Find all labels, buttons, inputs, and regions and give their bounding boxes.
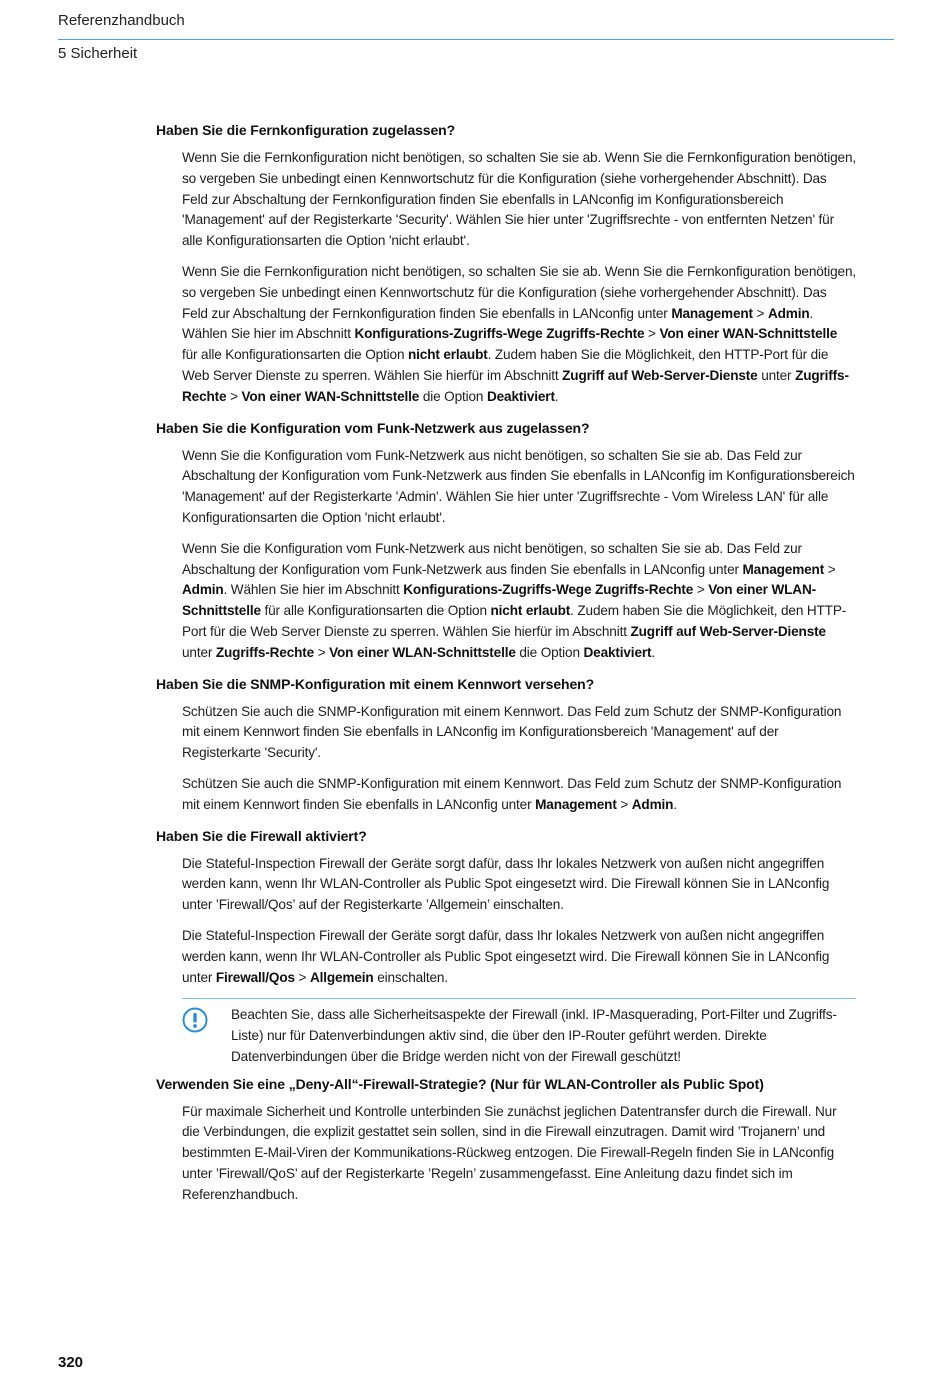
bold-term: Von einer WLAN-Schnittstelle xyxy=(182,582,816,619)
text-run: unter xyxy=(757,367,796,383)
text-run: Schützen Sie auch die SNMP-Konfiguration mit einem Kennwort. Das Feld zum Schutz der SNMP-Konfiguration mit einem Kennwort finden Sie ebenfalls in LANconfig unter xyxy=(182,775,842,812)
body-paragraph xyxy=(182,1102,856,1206)
bold-term: Firewall/Qos xyxy=(215,969,295,985)
text-run: Wenn Sie die Konfiguration vom Funk-Netzwerk aus nicht benötigen, so schalten Sie sie ab. Das Feld zur Abschaltung der Konfiguration vom Funk-Netzwerk aus finden Sie ebenfalls in LANconfig im Konfigurationsbereich 'Management' auf der Registerkarte 'Admin'. Wählen Sie hier unter 'Zugriffsrechte - Vom Wireless LAN' für alle Konfigurationsarten die Option 'nicht erlaubt'. xyxy=(182,447,855,525)
text-run: für alle Konfigurationsarten die Option xyxy=(182,347,408,363)
body-paragraph xyxy=(182,854,856,916)
note-divider xyxy=(182,998,856,999)
body-paragraph xyxy=(182,702,856,764)
section-1 xyxy=(156,418,856,664)
text-run: . xyxy=(651,644,656,660)
text-run: für alle Konfigurationsarten die Option xyxy=(260,603,491,619)
body-paragraph xyxy=(182,262,856,408)
text-run: Wenn Sie die Fernkonfiguration nicht benötigen, so schalten Sie sie ab. Wenn Sie die Fernkonfiguration benötigen, so vergeben Sie unbedingt einen Kennwortschutz für die Konfiguration (siehe vorhergehender Abschnitt). Das Feld zur Abschaltung der Fernkonfiguration finden Sie ebenfalls in LANconfig im Konfigurationsbereich 'Management' auf der Registerkarte 'Security'. Wählen Sie hier unter 'Zugriffsrechte - von entfernten Netzen' für alle Konfigurationsarten die Option 'nicht erlaubt'. xyxy=(182,150,857,249)
bold-term: Von einer WAN-Schnittstelle xyxy=(241,388,420,404)
bold-term: Allgemein xyxy=(309,969,374,985)
text-run: einschalten. xyxy=(373,969,448,985)
text-run: > xyxy=(226,388,242,404)
exclamation-circle-icon xyxy=(182,1007,208,1033)
bold-term: Zugriff auf Web-Server-Dienste xyxy=(562,367,758,383)
running-header-section: 5 Sicherheit xyxy=(58,45,138,62)
text-run: > xyxy=(314,644,330,660)
page-number: 320 xyxy=(58,1354,84,1371)
text-run: Für maximale Sicherheit und Kontrolle unterbinden Sie zunächst jeglichen Datentransfer durch die Firewall. Nur die Verbindungen, die explizit gestattet sein sollen, sind in die Firewall einzutragen. Damit wird ’Trojanern’ und bestimmten E-Mail-Viren der Kommunikations-Rückweg entzogen. Die Firewall-Regeln finden Sie in LANconfig unter ’Firewall/QoS’ auf der Registerkarte ’Regeln’ zusammengefasst. Eine Anleitung dazu findet sich im Referenzhandbuch. xyxy=(182,1103,837,1202)
bold-term: Konfigurations-Zugriffs-Wege Zugriffs-Rechte xyxy=(403,582,694,598)
bold-term: Zugriffs-Rechte xyxy=(182,367,849,404)
text-run: die Option xyxy=(515,644,584,660)
bold-term: nicht erlaubt xyxy=(490,603,571,619)
section-heading: Haben Sie die SNMP-Konfiguration mit einem Kennwort versehen? xyxy=(156,675,595,692)
bold-term: Admin xyxy=(767,305,810,321)
body-paragraph xyxy=(182,774,856,816)
bold-term: Admin xyxy=(631,796,674,812)
text-run: > xyxy=(616,796,632,812)
text-run: . Zudem haben Sie die Möglichkeit, den HTTP-Port für die Web Server Dienste zu sperren. Wählen Sie hierfür im Abschnitt xyxy=(182,347,829,383)
text-run: > xyxy=(824,561,836,577)
header-divider xyxy=(58,39,894,40)
text-run: die Option xyxy=(419,388,487,404)
bold-term: Von einer WLAN-Schnittstelle xyxy=(329,644,516,660)
bold-term: Von einer WAN-Schnittstelle xyxy=(659,326,838,342)
section-heading: Verwenden Sie eine „Deny-All“-Firewall-Strategie? (Nur für WLAN-Controller als Public Spot) xyxy=(156,1075,764,1092)
text-run: Wenn Sie die Fernkonfiguration nicht benötigen, so schalten Sie sie ab. Wenn Sie die Fernkonfiguration benötigen, so vergeben Sie unbedingt einen Kennwortschutz für die Konfiguration (siehe vorhergehender Abschnitt). Das Feld zur Abschaltung der Fernkonfiguration finden Sie ebenfalls in LANconfig unter xyxy=(182,263,857,321)
text-run: Schützen Sie auch die SNMP-Konfiguration mit einem Kennwort. Das Feld zum Schutz der SNMP-Konfiguration mit einem Kennwort finden Sie ebenfalls in LANconfig im Konfigurationsbereich 'Management' auf der Registerkarte 'Security'. xyxy=(182,703,842,761)
bold-term: nicht erlaubt xyxy=(408,347,488,363)
section-0 xyxy=(156,120,856,408)
note-box xyxy=(182,1005,856,1067)
text-run: > xyxy=(752,305,768,321)
text-run: . Wählen Sie hier im Abschnitt xyxy=(223,582,404,598)
bold-term: Deaktiviert xyxy=(486,388,555,404)
bold-term: Zugriff auf Web-Server-Dienste xyxy=(630,623,826,639)
bold-term: Deaktiviert xyxy=(583,644,652,660)
text-run: Wenn Sie die Konfiguration vom Funk-Netzwerk aus nicht benötigen, so schalten Sie sie ab. Das Feld zur Abschaltung der Konfiguration vom Funk-Netzwerk aus finden Sie ebenfalls in LANconfig unter xyxy=(182,540,802,577)
section-heading: Haben Sie die Firewall aktiviert? xyxy=(156,827,367,844)
text-run: . xyxy=(673,796,677,812)
section-3 xyxy=(156,826,856,1068)
text-run: > xyxy=(693,582,709,598)
bold-term: Konfigurations-Zugriffs-Wege Zugriffs-Rechte xyxy=(354,326,645,342)
text-run: Die Stateful-Inspection Firewall der Geräte sorgt dafür, dass Ihr lokales Netzwerk von außen nicht angegriffen werden kann, wenn Ihr WLAN-Controller als Public Spot eingesetzt wird. Die Firewall können Sie in LANconfig unter ’Firewall/Qos’ auf der Registerkarte ’Allgemein’ einschalten. xyxy=(182,855,830,913)
running-header-title: Referenzhandbuch xyxy=(58,12,185,29)
text-run: . Wählen Sie hier im Abschnitt xyxy=(182,305,814,342)
note-text: Beachten Sie, dass alle Sicherheitsaspekte der Firewall (inkl. IP-Masquerading, Port-Filter und Zugriffs-Liste) nur für Datenverbindungen aktiv sind, die über den IP-Router geführt werden. Direkte Datenverbindungen über die Bridge werden nicht von der Firewall geschützt! xyxy=(231,1007,837,1064)
main-content xyxy=(156,120,856,1216)
section-2 xyxy=(156,674,856,816)
bold-term: Management xyxy=(742,561,825,577)
bold-term: Management xyxy=(535,796,617,812)
bold-term: Management xyxy=(671,305,753,321)
text-run: unter xyxy=(182,644,216,660)
section-heading: Haben Sie die Fernkonfiguration zugelassen? xyxy=(156,122,456,138)
text-run: . Zudem haben Sie die Möglichkeit, den HTTP-Port für die Web Server Dienste zu sperren. Wählen Sie hierfür im Abschnitt xyxy=(182,603,847,639)
body-paragraph xyxy=(182,148,856,252)
text-run: . xyxy=(554,388,559,404)
body-paragraph xyxy=(182,539,856,664)
bold-term: Admin xyxy=(182,582,224,598)
text-run: > xyxy=(294,969,310,985)
body-paragraph xyxy=(182,446,856,529)
text-run: Die Stateful-Inspection Firewall der Geräte sorgt dafür, dass Ihr lokales Netzwerk von außen nicht angegriffen werden kann, wenn Ihr WLAN-Controller als Public Spot eingesetzt wird. Die Firewall können Sie in LANconfig unter xyxy=(182,927,830,985)
section-4 xyxy=(156,1074,856,1206)
section-heading: Haben Sie die Konfiguration vom Funk-Netzwerk aus zugelassen? xyxy=(156,419,590,436)
bold-term: Zugriffs-Rechte xyxy=(215,644,315,660)
text-run: > xyxy=(644,326,660,342)
body-paragraph xyxy=(182,926,856,988)
